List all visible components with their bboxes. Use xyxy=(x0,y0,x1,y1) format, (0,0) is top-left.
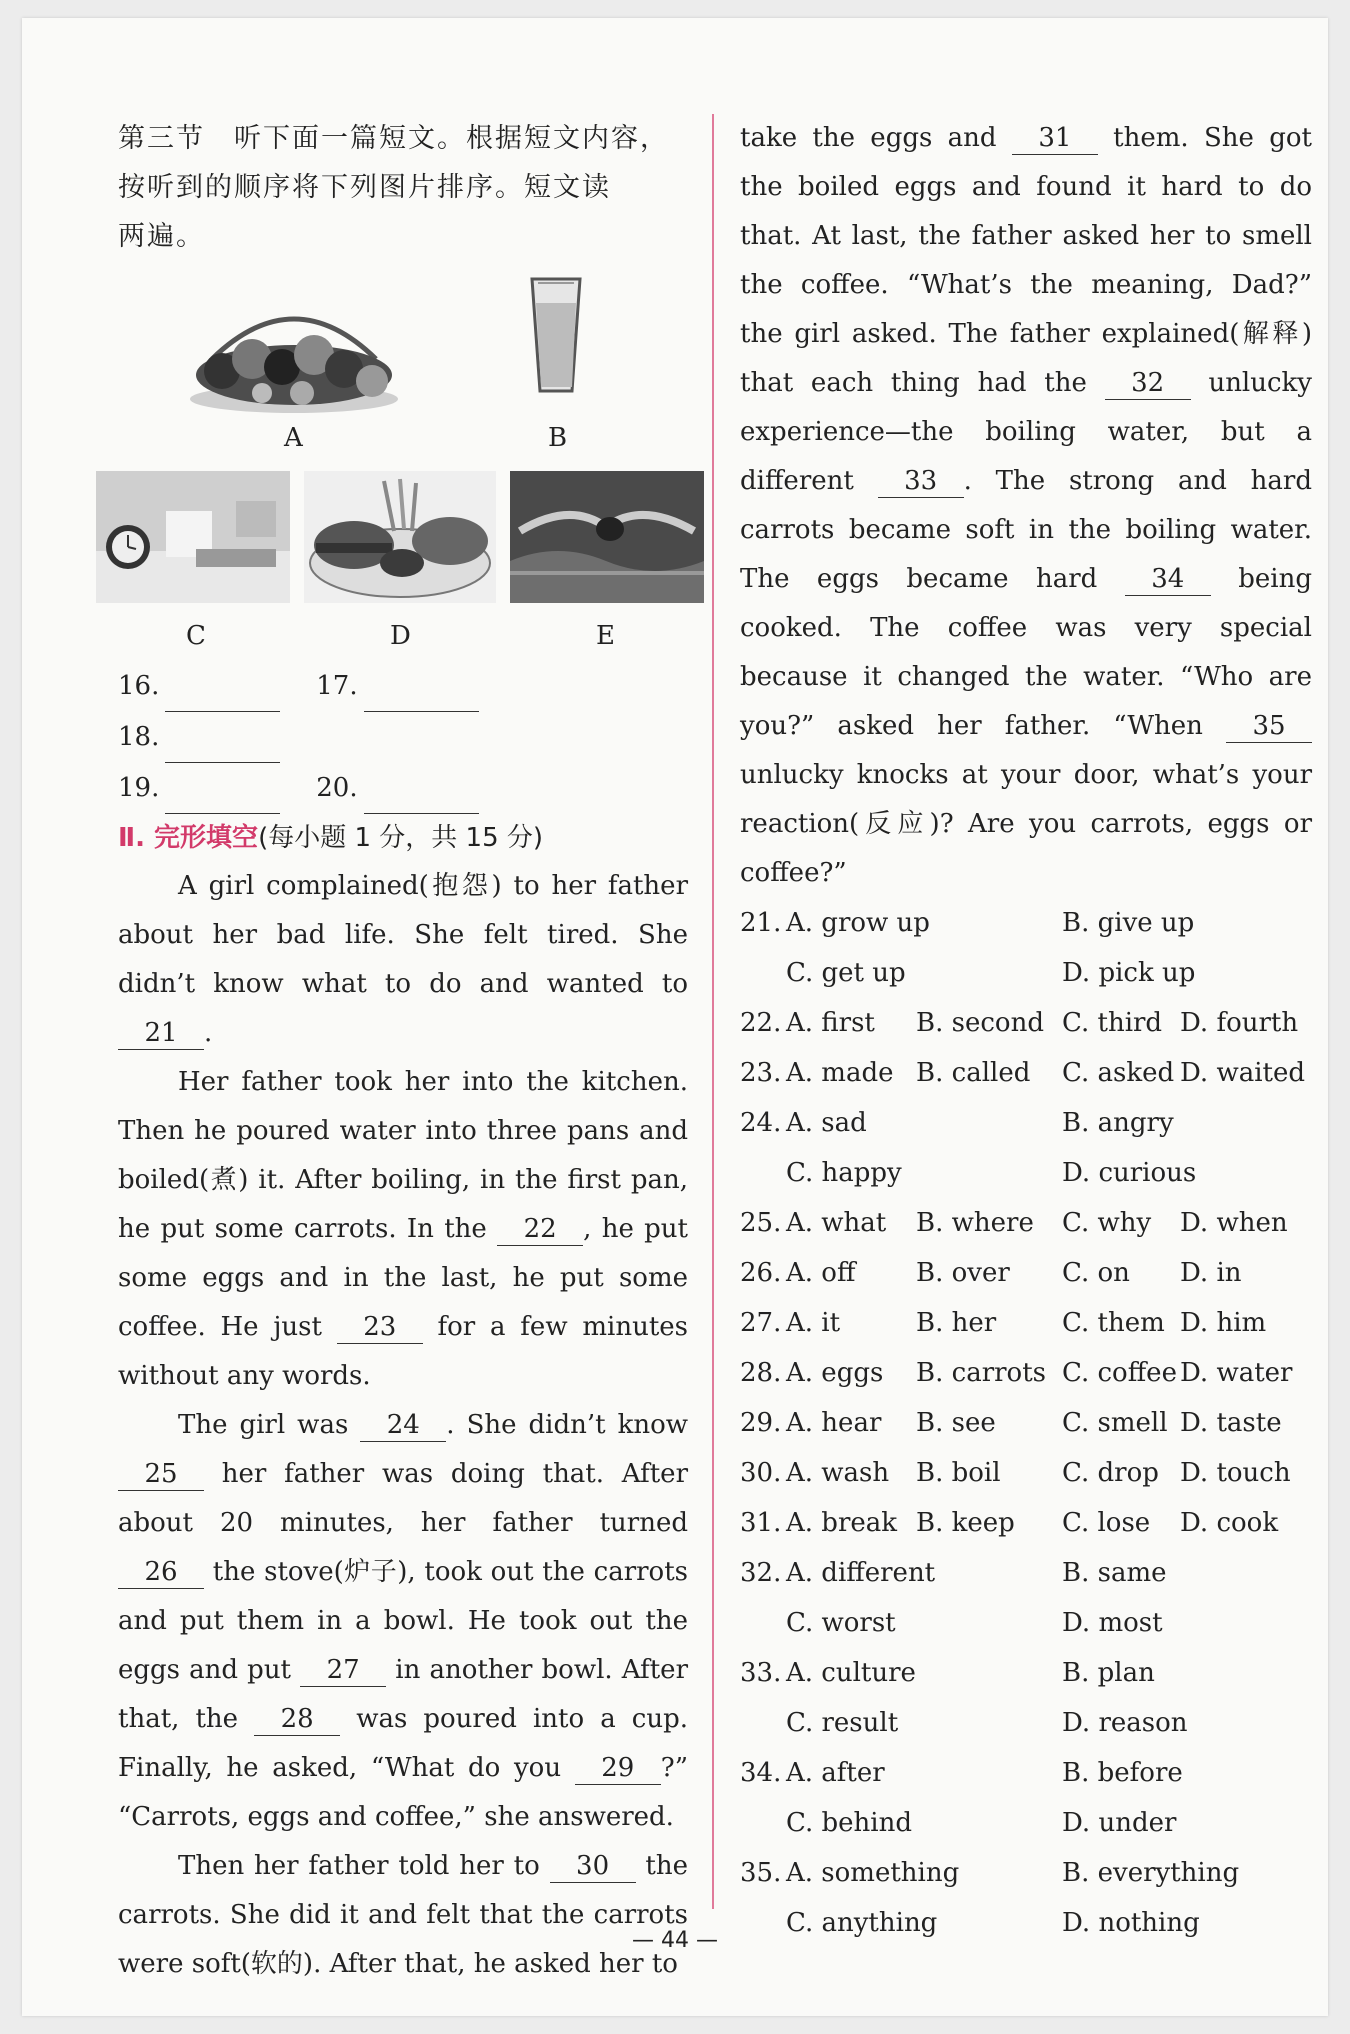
answer-line[interactable] xyxy=(364,763,479,814)
cloze-title-marker: Ⅱ. 完形填空 xyxy=(118,823,259,853)
question-row xyxy=(740,898,1312,948)
option-a[interactable]: A. made xyxy=(786,1058,894,1088)
blank-28[interactable]: 28 xyxy=(254,1703,340,1736)
option-c[interactable]: C. happy xyxy=(786,1158,902,1188)
picture-e-swimmer xyxy=(510,471,704,603)
question-number: 29. xyxy=(740,1408,782,1438)
blank-33[interactable]: 33 xyxy=(878,465,964,498)
question-row xyxy=(740,1298,1312,1348)
answer-slot-18[interactable] xyxy=(118,712,308,763)
question-row xyxy=(740,1748,1312,1798)
passage-text: . The strong and hard carrots became soft in the boiling water. The eggs became hard xyxy=(740,466,1312,594)
option-a[interactable]: A. hear xyxy=(786,1408,882,1438)
option-d[interactable]: D. reason xyxy=(1062,1708,1188,1738)
column-divider xyxy=(712,114,714,1909)
option-d[interactable]: D. pick up xyxy=(1062,958,1196,988)
picture-c-label: C xyxy=(186,621,206,651)
option-a[interactable]: A. what xyxy=(786,1208,887,1238)
question-number: 21. xyxy=(740,908,782,938)
option-b[interactable]: B. give up xyxy=(1062,908,1195,938)
answer-number: 20. xyxy=(316,773,358,803)
question-row xyxy=(740,1348,1312,1398)
option-b[interactable]: B. carrots xyxy=(916,1358,1046,1388)
option-c[interactable]: C. lose xyxy=(1062,1508,1151,1538)
left-column xyxy=(118,114,688,1989)
option-d[interactable]: D. water xyxy=(1180,1358,1293,1388)
option-d[interactable]: D. taste xyxy=(1180,1408,1282,1438)
picture-d-burger-plate xyxy=(304,471,496,603)
answer-slot-20[interactable] xyxy=(316,763,506,814)
option-d[interactable]: D. him xyxy=(1180,1308,1267,1338)
option-c[interactable]: C. behind xyxy=(786,1808,912,1838)
picture-b-label: B xyxy=(548,423,568,453)
option-b[interactable]: B. second xyxy=(916,1008,1044,1038)
blank-27[interactable]: 27 xyxy=(300,1654,386,1687)
option-d[interactable]: D. fourth xyxy=(1180,1008,1299,1038)
question-number: 25. xyxy=(740,1208,782,1238)
picture-b-water-glass xyxy=(528,275,584,395)
option-c[interactable]: C. them xyxy=(1062,1308,1165,1338)
picture-row-bottom xyxy=(96,471,688,661)
passage-paragraph-3 xyxy=(118,1401,688,1842)
answer-line[interactable] xyxy=(165,763,280,814)
option-a[interactable]: A. sad xyxy=(786,1108,867,1138)
passage-text: take the eggs and xyxy=(740,123,1012,153)
answer-row xyxy=(118,763,688,814)
passage-text: the stove(炉子), took out the carrots and put them in a bowl. He took out the eggs and put xyxy=(118,1557,688,1685)
picture-row-top xyxy=(118,275,688,471)
passage-text: Her father took her into the kitchen. Then he poured water into three pans and boiled(煮) it. After boiling, in the first pan, he put some carrots. In the xyxy=(118,1067,688,1244)
passage-text: A girl complained(抱怨) to her father about her bad life. She felt tired. She didn’t know what to do and wanted to xyxy=(118,871,688,999)
option-b[interactable]: B. where xyxy=(916,1208,1034,1238)
blank-24[interactable]: 24 xyxy=(360,1409,446,1442)
section3-line: 两遍。 xyxy=(118,221,205,252)
question-number: 31. xyxy=(740,1508,782,1538)
question-row-continued xyxy=(740,1598,1312,1648)
option-b[interactable]: B. see xyxy=(916,1408,996,1438)
option-a[interactable]: A. something xyxy=(786,1858,960,1888)
option-b[interactable]: B. everything xyxy=(1062,1858,1240,1888)
blank-29[interactable]: 29 xyxy=(575,1752,661,1785)
passage-paragraph-4 xyxy=(118,1842,688,1989)
option-b[interactable]: B. her xyxy=(916,1308,997,1338)
question-number: 27. xyxy=(740,1308,782,1338)
right-column xyxy=(740,114,1312,1948)
option-b[interactable]: B. keep xyxy=(916,1508,1015,1538)
passage-text: the carrots. She did it and felt that the carrots were soft(软的). After that, he asked her to xyxy=(118,1851,688,1979)
picture-a-fruit-basket xyxy=(182,289,406,417)
passage-text: The girl was xyxy=(178,1410,361,1440)
blank-25[interactable]: 25 xyxy=(118,1458,204,1491)
question-row xyxy=(740,1648,1312,1698)
option-c[interactable]: C. asked xyxy=(1062,1058,1175,1088)
question-number: 34. xyxy=(740,1758,782,1788)
answer-number: 16. xyxy=(118,671,160,701)
question-row xyxy=(740,1848,1312,1898)
passage-continued xyxy=(740,114,1312,898)
option-d[interactable]: D. touch xyxy=(1180,1458,1291,1488)
option-b[interactable]: B. called xyxy=(916,1058,1031,1088)
option-a[interactable]: A. it xyxy=(786,1308,841,1338)
passage-text: ?” “Carrots, eggs and coffee,” she answered. xyxy=(118,1753,688,1832)
section3-line: 按听到的顺序将下列图片排序。短文读 xyxy=(118,172,611,203)
passage-text: unlucky knocks at your door, what’s your reaction(反应)? Are you carrots, eggs or coffee?” xyxy=(740,760,1312,888)
option-a[interactable]: A. wash xyxy=(786,1458,890,1488)
blank-32[interactable]: 32 xyxy=(1105,367,1191,400)
option-c[interactable]: C. get up xyxy=(786,958,906,988)
passage-text: her father was doing that. After about 20 minutes, her father turned xyxy=(118,1459,688,1538)
picture-c-breakfast-clock xyxy=(96,471,290,603)
option-d[interactable]: D. under xyxy=(1062,1808,1177,1838)
blank-31[interactable]: 31 xyxy=(1012,122,1098,155)
option-c[interactable]: C. anything xyxy=(786,1908,938,1938)
picture-a-label: A xyxy=(284,423,303,453)
option-a[interactable]: A. different xyxy=(786,1558,936,1588)
option-b[interactable]: B. same xyxy=(1062,1558,1167,1588)
blank-22[interactable]: 22 xyxy=(497,1213,583,1246)
passage-text: for a few minutes without any words. xyxy=(118,1312,688,1391)
answer-number: 18. xyxy=(118,722,160,752)
option-a[interactable]: A. grow up xyxy=(786,908,930,938)
option-c[interactable]: C. worst xyxy=(786,1608,896,1638)
section3-instructions xyxy=(118,114,688,261)
listening-answer-lines xyxy=(118,661,688,814)
question-row-continued xyxy=(740,1698,1312,1748)
option-c[interactable]: C. smell xyxy=(1062,1408,1168,1438)
option-a[interactable]: A. off xyxy=(786,1258,856,1288)
option-a[interactable]: A. break xyxy=(786,1508,898,1538)
answer-number: 17. xyxy=(316,671,358,701)
question-row-continued xyxy=(740,948,1312,998)
passage-paragraph-1 xyxy=(118,862,688,1058)
answer-slot-17[interactable] xyxy=(316,661,506,712)
option-b[interactable]: B. before xyxy=(1062,1758,1183,1788)
question-row-continued xyxy=(740,1798,1312,1848)
option-c[interactable]: C. why xyxy=(1062,1208,1152,1238)
option-c[interactable]: C. drop xyxy=(1062,1458,1159,1488)
option-d[interactable]: D. nothing xyxy=(1062,1908,1200,1938)
question-options-list xyxy=(740,898,1312,1948)
option-d[interactable]: D. when xyxy=(1180,1208,1288,1238)
passage-text: being cooked. The coffee was very special because it changed the water. “Who are you?” asked her father. “When xyxy=(740,564,1312,741)
blank-23[interactable]: 23 xyxy=(337,1311,423,1344)
option-d[interactable]: D. in xyxy=(1180,1258,1242,1288)
cloze-section-title xyxy=(118,814,688,862)
passage-text: unlucky experience—the boiling water, but a different xyxy=(740,368,1312,496)
answer-line[interactable] xyxy=(364,661,479,712)
answer-line[interactable] xyxy=(165,712,280,763)
section3-line: 第三节 听下面一篇短文。根据短文内容， xyxy=(118,123,669,154)
blank-26[interactable]: 26 xyxy=(118,1556,204,1589)
question-number: 22. xyxy=(740,1008,782,1038)
question-row xyxy=(740,1398,1312,1448)
option-d[interactable]: D. most xyxy=(1062,1608,1163,1638)
option-a[interactable]: A. after xyxy=(786,1758,885,1788)
page-number: — 44 — xyxy=(632,1928,718,1953)
question-row xyxy=(740,1548,1312,1598)
question-number: 30. xyxy=(740,1458,782,1488)
option-c[interactable]: C. on xyxy=(1062,1258,1130,1288)
cloze-title-note: (每小题 1 分，共 15 分) xyxy=(258,823,544,853)
picture-e-label: E xyxy=(596,621,615,651)
question-number: 23. xyxy=(740,1058,782,1088)
option-d[interactable]: D. cook xyxy=(1180,1508,1279,1538)
option-d[interactable]: D. curious xyxy=(1062,1158,1197,1188)
question-number: 33. xyxy=(740,1658,782,1688)
question-number: 24. xyxy=(740,1108,782,1138)
textbook-page xyxy=(22,18,1328,2016)
passage-text: . She didn’t know xyxy=(446,1410,688,1440)
option-a[interactable]: A. culture xyxy=(786,1658,916,1688)
picture-d-label: D xyxy=(390,621,411,651)
question-row xyxy=(740,998,1312,1048)
answer-number: 19. xyxy=(118,773,160,803)
option-a[interactable]: A. first xyxy=(786,1008,875,1038)
option-c[interactable]: C. coffee xyxy=(1062,1358,1177,1388)
passage-text: Then her father told her to xyxy=(178,1851,550,1881)
answer-slot-19[interactable] xyxy=(118,763,308,814)
question-row xyxy=(740,1198,1312,1248)
question-number: 28. xyxy=(740,1358,782,1388)
question-number: 35. xyxy=(740,1858,782,1888)
blank-35[interactable]: 35 xyxy=(1226,710,1312,743)
passage-text: , he put some eggs and in the last, he put some coffee. He just xyxy=(118,1214,688,1342)
answer-row xyxy=(118,661,688,763)
passage-text: . xyxy=(204,1018,213,1048)
passage-text: in another bowl. After that, the xyxy=(118,1655,688,1734)
answer-slot-16[interactable] xyxy=(118,661,308,712)
question-number: 32. xyxy=(740,1558,782,1588)
question-row xyxy=(740,1248,1312,1298)
passage-text: was poured into a cup. Finally, he asked, “What do you xyxy=(118,1704,688,1783)
answer-line[interactable] xyxy=(165,661,280,712)
blank-30[interactable]: 30 xyxy=(550,1850,636,1883)
option-b[interactable]: B. plan xyxy=(1062,1658,1155,1688)
question-row-continued xyxy=(740,1148,1312,1198)
question-number: 26. xyxy=(740,1258,782,1288)
option-b[interactable]: B. boil xyxy=(916,1458,1001,1488)
question-row xyxy=(740,1498,1312,1548)
blank-34[interactable]: 34 xyxy=(1125,563,1211,596)
option-b[interactable]: B. angry xyxy=(1062,1108,1174,1138)
passage-paragraph-2 xyxy=(118,1058,688,1401)
question-row xyxy=(740,1048,1312,1098)
option-c[interactable]: C. third xyxy=(1062,1008,1163,1038)
option-a[interactable]: A. eggs xyxy=(786,1358,884,1388)
option-c[interactable]: C. result xyxy=(786,1708,899,1738)
passage-text: them. She got the boiled eggs and found it hard to do that. At last, the father asked her to smell the coffee. “What’s the meaning, Dad?” the girl asked. The father explained(解释) that each thing had the xyxy=(740,123,1313,398)
option-d[interactable]: D. waited xyxy=(1180,1058,1305,1088)
question-row xyxy=(740,1098,1312,1148)
option-b[interactable]: B. over xyxy=(916,1258,1010,1288)
question-row xyxy=(740,1448,1312,1498)
blank-21[interactable]: 21 xyxy=(118,1017,204,1050)
